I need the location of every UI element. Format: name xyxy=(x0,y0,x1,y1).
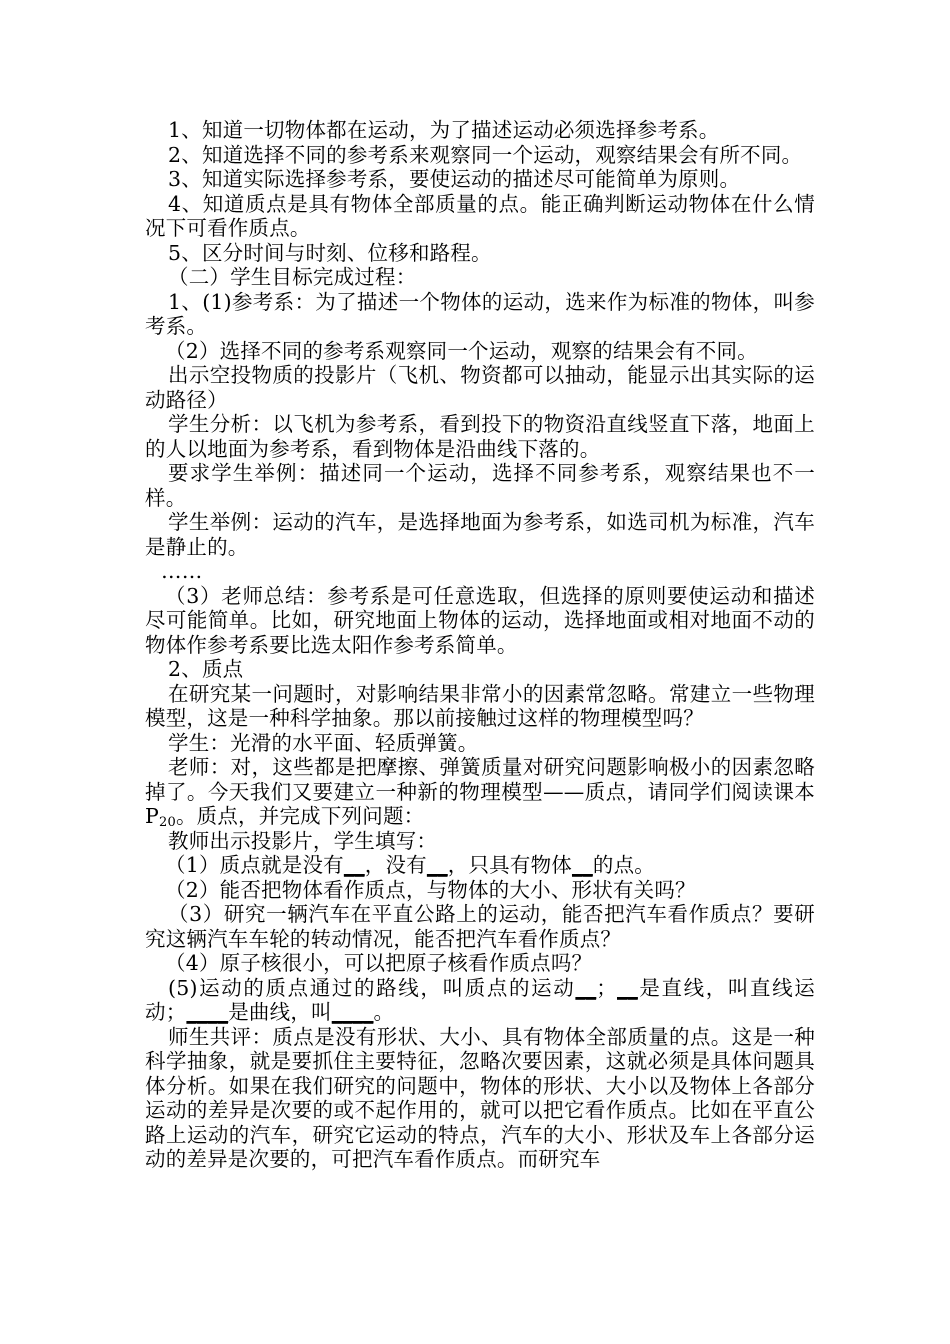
question-5 xyxy=(145,976,815,1025)
section-heading: （二）学生目标完成过程： xyxy=(168,265,417,289)
q5-e: 。 xyxy=(373,1000,395,1024)
q5-blank-3: ____ xyxy=(186,1000,229,1024)
student-example: 学生举例：运动的汽车，是选择地面为参考系，如选司机为标准，汽车是静止的。 xyxy=(145,510,815,559)
example-request: 要求学生举例：描述同一个运动，选择不同参考系，观察结果也不一样。 xyxy=(145,461,815,510)
q5-blank-1: __ xyxy=(575,975,597,1000)
q5-blank-4: ____ xyxy=(331,1000,374,1024)
teacher-reply xyxy=(145,755,815,829)
reference-frame-point-2: （2）选择不同的参考系观察同一个运动，观察的结果会有不同。 xyxy=(165,338,758,363)
physical-model-intro: 在研究某一问题时，对影响结果非常小的因素常忽略。常建立一些物理模型，这是一种科学抽象。那以前接触过这样的物理模型吗？ xyxy=(145,681,815,730)
ellipsis: …… xyxy=(161,559,203,583)
objective-4: 4、知道质点是具有物体全部质量的点。能正确判断运动物体在什么情况下可看作质点。 xyxy=(145,191,815,240)
question-4: （4）原子核很小，可以把原子核看作质点吗？ xyxy=(165,951,593,975)
q1-blank-2: __ xyxy=(426,853,448,877)
q5-d: 是曲线，叫 xyxy=(228,1000,332,1024)
page-subscript: 20 xyxy=(159,815,176,830)
q5-a: (5)运动的质点通过的路线，叫质点的运动 xyxy=(168,975,576,1000)
document-page xyxy=(145,118,815,1172)
q5-c: 是直线，叫直线运动； xyxy=(145,975,815,1024)
objective-5: 5、区分时间与时刻、位移和路程。 xyxy=(168,240,492,265)
q1-blank-3: __ xyxy=(571,853,593,877)
q5-blank-2: __ xyxy=(617,975,638,1000)
question-3: （3）研究一辆汽车在平直公路上的运动，能否把汽车看作质点？要研究这辆汽车车轮的转动情况，能否把汽车看作质点？ xyxy=(145,902,815,951)
teacher-summary: （3）老师总结：参考系是可任意选取，但选择的原则要使运动和描述尽可能简单。比如，研究地面上物体的运动，选择地面或相对地面不动的物体作参考系要比选太阳作参考系简单。 xyxy=(145,583,815,657)
q1-b: ，没有 xyxy=(364,853,427,877)
reference-frame-definition: 1、(1)参考系：为了描述一个物体的运动，选来作为标准的物体，叫参考系。 xyxy=(145,289,815,338)
objective-1: 1、知道一切物体都在运动，为了描述运动必须选择参考系。 xyxy=(168,118,720,142)
question-2: （2）能否把物体看作质点，与物体的大小、形状有关吗？ xyxy=(165,877,696,902)
airdrop-projection: 出示空投物质的投影片（飞机、物资都可以抽动，能显示出其实际的运动路径） xyxy=(145,363,815,412)
q1-blank-1: __ xyxy=(343,853,365,877)
projection-instruction: 教师出示投影片，学生填写： xyxy=(168,828,438,853)
student-analysis: 学生分析：以飞机为参考系，看到投下的物资沿直线竖直下落，地面上的人以地面为参考系，看到物体是沿曲线下落的。 xyxy=(145,412,815,461)
joint-summary: 师生共评：质点是没有形状、大小、具有物体全部质量的点。这是一种科学抽象，就是要抓住主要特征，忽略次要因素，这就必须是具体问题具体分析。如果在我们研究的问题中，物体的形状、大小以及物体上各部分运动的差异是次要的或不起作用的，就可以把它看作质点。比如在平直公路上运动的汽车，研究它运动的特点，汽车的大小、形状及车上各部分运动的差异是次要的，可把汽车看作质点。而研究车 xyxy=(145,1024,815,1171)
q5-b: ； xyxy=(596,975,617,1000)
student-answer: 学生：光滑的水平面、轻质弹簧。 xyxy=(168,730,479,755)
q1-c: ，只具有物体 xyxy=(447,853,572,877)
question-1 xyxy=(145,853,815,878)
q1-a: （1）质点就是没有 xyxy=(165,853,344,877)
particle-heading: 2、质点 xyxy=(168,657,244,681)
teacher-reply-tail: 。质点，并完成下列问题： xyxy=(175,804,425,828)
q1-d: 的点。 xyxy=(592,853,655,877)
objective-3: 3、知道实际选择参考系，要使运动的描述尽可能简单为原则。 xyxy=(168,167,741,191)
teacher-reply-text: 老师：对，这些都是把摩擦、弹簧质量对研究问题影响极小的因素忽略掉了。今天我们又要建立一种新的物理模型——质点，请同学们阅读课本 P xyxy=(145,755,815,828)
objective-2: 2、知道选择不同的参考系来观察同一个运动，观察结果会有所不同。 xyxy=(168,142,803,167)
